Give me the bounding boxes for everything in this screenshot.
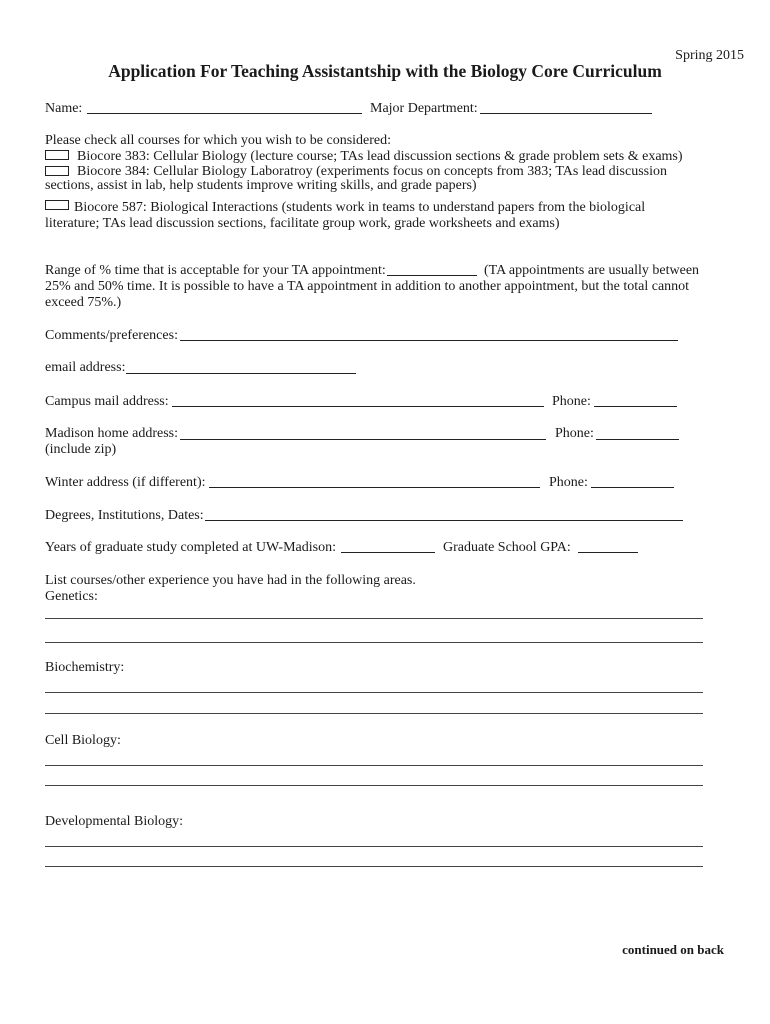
name-label: Name: bbox=[45, 101, 83, 116]
winter-phone-field[interactable] bbox=[591, 487, 674, 488]
email-field[interactable] bbox=[126, 373, 356, 374]
campus-address-field[interactable] bbox=[172, 406, 544, 407]
developmental-biology-line-2[interactable] bbox=[45, 866, 703, 867]
range-field[interactable] bbox=[387, 275, 477, 276]
name-field[interactable] bbox=[87, 113, 362, 114]
term-label: Spring 2015 bbox=[675, 48, 744, 63]
genetics-label: Genetics: bbox=[45, 589, 98, 604]
experience-prompt: List courses/other experience you have had in the following areas. bbox=[45, 573, 416, 588]
campus-phone-label: Phone: bbox=[552, 394, 591, 409]
madison-address-field[interactable] bbox=[180, 439, 546, 440]
cell-biology-line-2[interactable] bbox=[45, 785, 703, 786]
developmental-biology-label: Developmental Biology: bbox=[45, 814, 184, 829]
course-587-label-line1: Biocore 587: Biological Interactions (students work in teams to understand papers from the biological bbox=[74, 200, 646, 215]
genetics-line-2[interactable] bbox=[45, 642, 703, 643]
continued-on-back-note: continued on back bbox=[622, 942, 724, 957]
genetics-line-1[interactable] bbox=[45, 618, 703, 619]
range-label: Range of % time that is acceptable for your TA appointment: bbox=[45, 263, 386, 278]
winter-phone-label: Phone: bbox=[549, 475, 588, 490]
course-587-label-line2: literature; TAs lead discussion sections, facilitate group work, grade worksheets and exams) bbox=[45, 216, 560, 231]
madison-zip-note: (include zip) bbox=[45, 442, 117, 457]
comments-label: Comments/preferences: bbox=[45, 328, 178, 343]
range-note-line3: exceed 75%.) bbox=[45, 295, 122, 310]
course-383-label: Biocore 383: Cellular Biology (lecture course; TAs lead discussion sections & grade problem sets & exams) bbox=[77, 149, 683, 164]
checkbox-biocore-384[interactable] bbox=[45, 166, 69, 176]
email-label: email address: bbox=[45, 360, 126, 375]
cell-biology-label: Cell Biology: bbox=[45, 733, 121, 748]
campus-address-label: Campus mail address: bbox=[45, 394, 169, 409]
major-department-label: Major Department: bbox=[370, 101, 478, 116]
cell-biology-line-1[interactable] bbox=[45, 765, 703, 766]
major-department-field[interactable] bbox=[480, 113, 652, 114]
course-384-label-line1: Biocore 384: Cellular Biology Laboratroy (experiments focus on concepts from 383; TAs lead discussion bbox=[77, 164, 667, 179]
winter-address-label: Winter address (if different): bbox=[45, 475, 206, 490]
course-384-label-line2: sections, assist in lab, help students improve writing skills, and grade papers) bbox=[45, 178, 477, 193]
gpa-label: Graduate School GPA: bbox=[443, 540, 571, 555]
biochemistry-label: Biochemistry: bbox=[45, 660, 125, 675]
checkbox-biocore-383[interactable] bbox=[45, 150, 69, 160]
biochemistry-line-1[interactable] bbox=[45, 692, 703, 693]
range-note-line2: 25% and 50% time. It is possible to have a TA appointment in addition to another appointment, but the total cannot bbox=[45, 279, 690, 294]
gpa-field[interactable] bbox=[578, 552, 638, 553]
checkbox-biocore-587[interactable] bbox=[45, 200, 69, 210]
courses-prompt: Please check all courses for which you wish to be considered: bbox=[45, 133, 392, 148]
years-field[interactable] bbox=[341, 552, 435, 553]
winter-address-field[interactable] bbox=[209, 487, 540, 488]
degrees-label: Degrees, Institutions, Dates: bbox=[45, 508, 204, 523]
madison-address-label: Madison home address: bbox=[45, 426, 178, 441]
comments-field[interactable] bbox=[180, 340, 678, 341]
biochemistry-line-2[interactable] bbox=[45, 713, 703, 714]
campus-phone-field[interactable] bbox=[594, 406, 677, 407]
developmental-biology-line-1[interactable] bbox=[45, 846, 703, 847]
years-label: Years of graduate study completed at UW-Madison: bbox=[45, 540, 336, 555]
range-note-line1: (TA appointments are usually between bbox=[484, 263, 700, 278]
madison-phone-label: Phone: bbox=[555, 426, 594, 441]
madison-phone-field[interactable] bbox=[596, 439, 679, 440]
page-title: Application For Teaching Assistantship with the Biology Core Curriculum bbox=[108, 61, 662, 81]
degrees-field[interactable] bbox=[205, 520, 683, 521]
